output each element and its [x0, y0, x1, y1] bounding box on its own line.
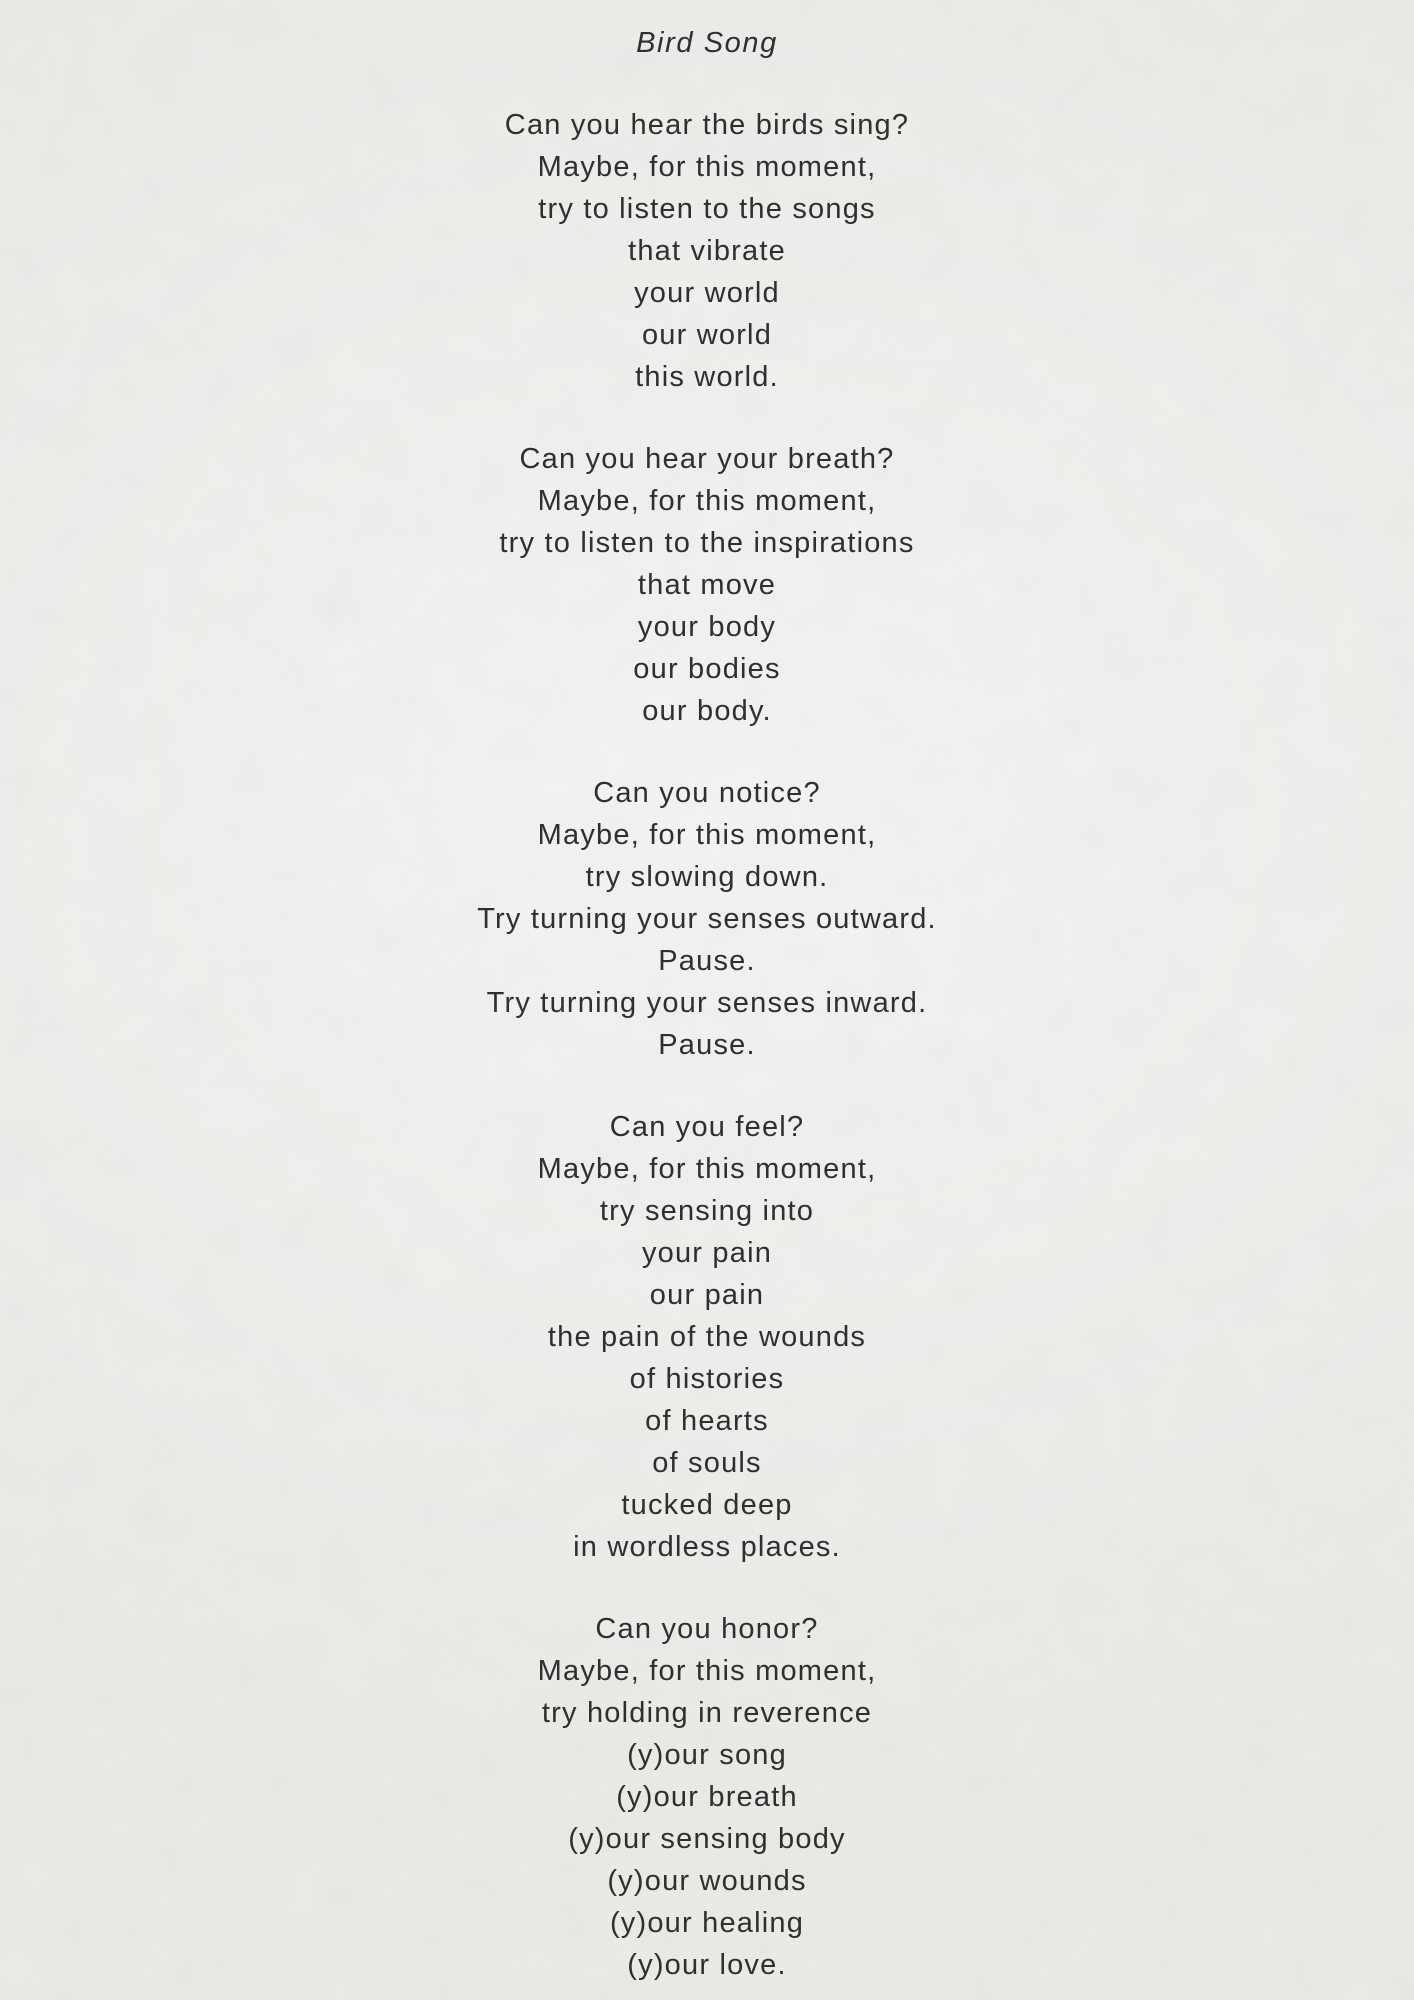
poem-stanza — [0, 772, 1414, 1066]
poem-line: Can you honor? — [595, 1613, 819, 1645]
poem-line: Try turning your senses outward. — [477, 903, 937, 935]
poem-title: Bird Song — [636, 27, 778, 59]
poem-line: Try turning your senses inward. — [486, 987, 928, 1019]
poem-line: Can you notice? — [593, 777, 821, 809]
poem-line: (y)our love. — [627, 1949, 787, 1981]
poem-line: in wordless places. — [573, 1531, 841, 1563]
poem-line: of hearts — [645, 1405, 769, 1437]
poem-line: your pain — [641, 1237, 773, 1269]
poem-line: (y)our sensing body — [568, 1823, 846, 1855]
poem-line: of souls — [652, 1447, 762, 1479]
poem-line: tucked deep — [621, 1489, 793, 1521]
poem-stanza — [0, 438, 1414, 732]
poem-line: your world — [634, 277, 780, 309]
poem-body — [0, 104, 1414, 1986]
poem-line: our world — [641, 319, 773, 351]
poem-line: Maybe, for this moment, — [537, 819, 877, 851]
poem-line: this world. — [635, 361, 779, 393]
poem-line: try to listen to the inspirations — [499, 527, 915, 559]
poem-line: Maybe, for this moment, — [537, 151, 877, 183]
poem-line: Maybe, for this moment, — [537, 485, 877, 517]
poem-line: try sensing into — [599, 1195, 815, 1227]
poem-line: your body — [637, 611, 777, 643]
poem-stanza — [0, 104, 1414, 398]
poem-line: that move — [637, 569, 777, 601]
poem-line: Pause. — [658, 1029, 756, 1061]
poem-line: Maybe, for this moment, — [537, 1655, 877, 1687]
poem-line: our bodies — [633, 653, 781, 685]
poem-line: (y)our healing — [609, 1907, 805, 1939]
poem-line: try holding in reverence — [541, 1697, 873, 1729]
poem-line: Pause. — [658, 945, 756, 977]
poem-line: (y)our breath — [616, 1781, 798, 1813]
poem-line: try slowing down. — [585, 861, 829, 893]
poem-line: try to listen to the songs — [538, 193, 876, 225]
poem-line: of histories — [629, 1363, 785, 1395]
poem-line: Can you hear your breath? — [519, 443, 895, 475]
poem-line: Maybe, for this moment, — [537, 1153, 877, 1185]
poem-line: Can you feel? — [609, 1111, 805, 1143]
poem-line: our pain — [649, 1279, 765, 1311]
poem-line: the pain of the wounds — [547, 1321, 867, 1353]
poem-stanza — [0, 1106, 1414, 1568]
poem-line: (y)our wounds — [607, 1865, 807, 1897]
poem-line: that vibrate — [628, 235, 786, 267]
poem-stanza — [0, 1608, 1414, 1986]
poem-line: Can you hear the birds sing? — [504, 109, 910, 141]
poem-line: our body. — [642, 695, 772, 727]
poem-line: (y)our song — [627, 1739, 787, 1771]
